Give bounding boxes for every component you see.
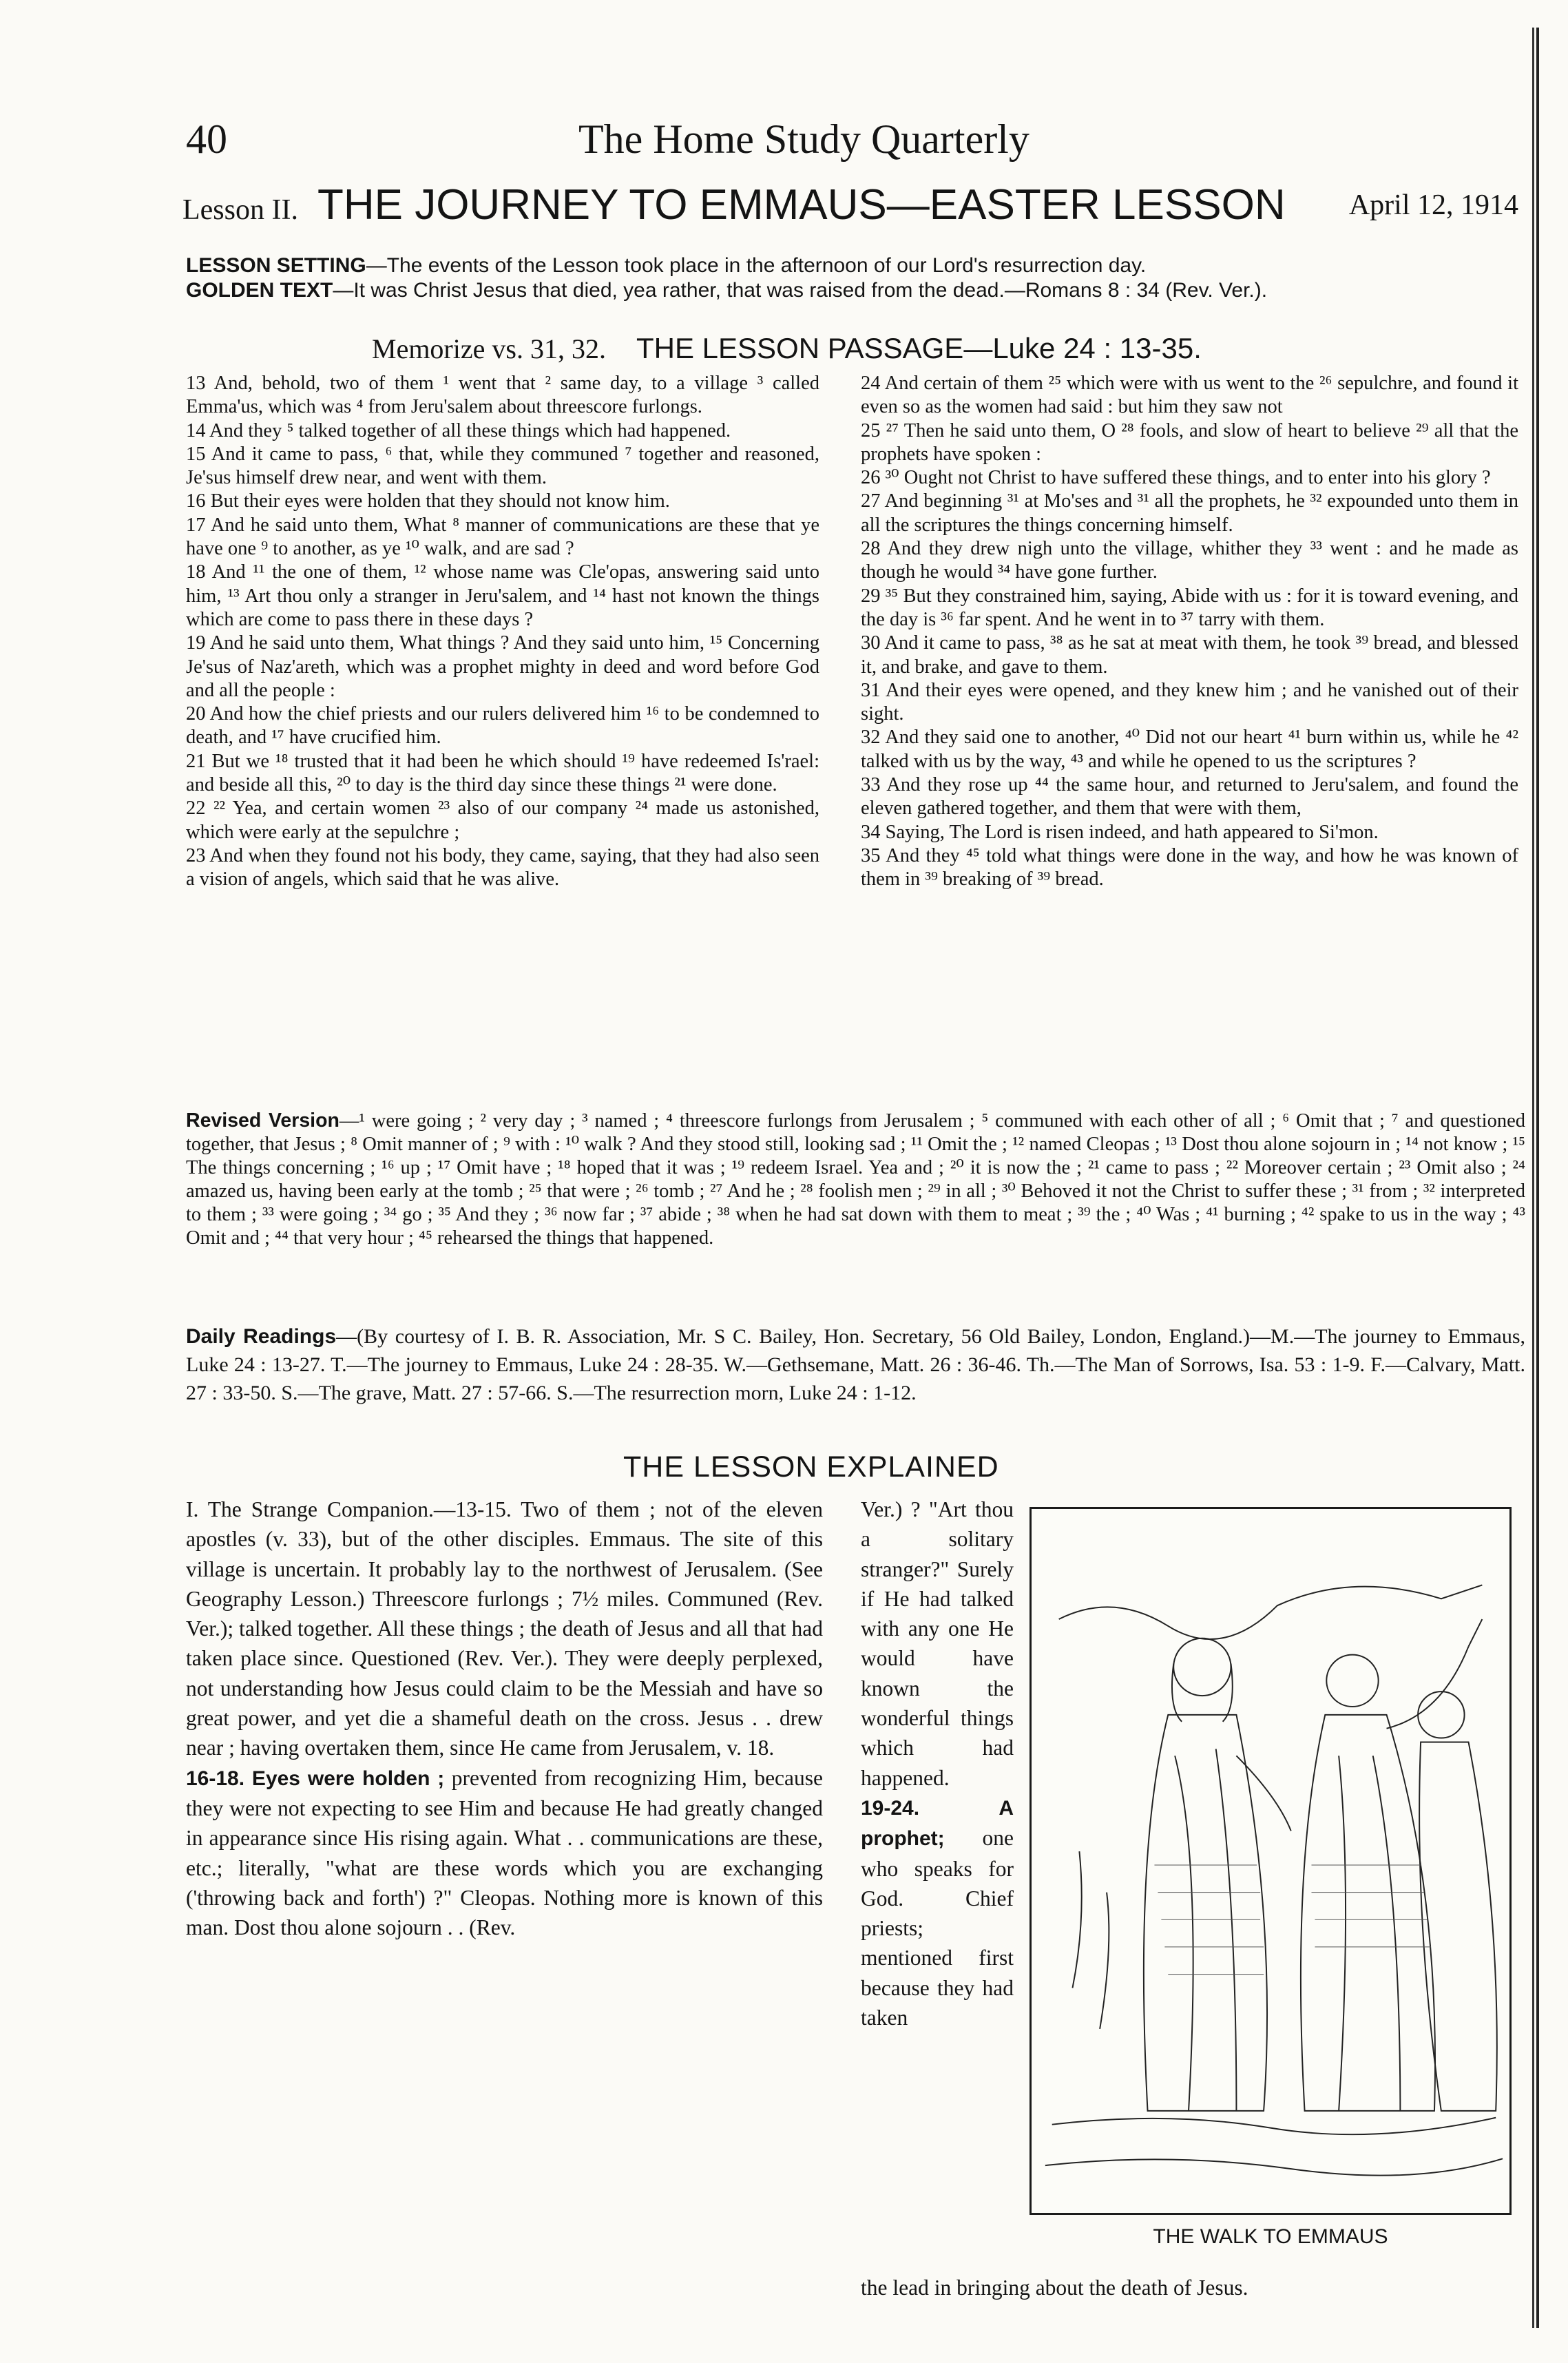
- verse: 20 And how the chief priests and our rulers delivered him ¹⁶ to be condemned to death, and ¹⁷ have crucified him.: [186, 703, 819, 749]
- figure-caption: THE WALK TO EMMAUS: [1153, 2225, 1388, 2248]
- daily-readings: [186, 1322, 1525, 1407]
- verse: 34 Saying, The Lord is risen indeed, and hath appeared to Si'mon.: [861, 821, 1379, 843]
- explanation-lead: 16-18. Eyes were holden ;: [186, 1767, 445, 1790]
- verse: 26 ³⁰ Ought not Christ to have suffered these things, and to enter into his glory ?: [861, 467, 1491, 489]
- page-edge-binding: [1532, 28, 1542, 2328]
- passage-column-right: [861, 372, 1518, 892]
- passage-column-left: [186, 372, 819, 892]
- page-number: 40: [186, 116, 227, 162]
- explanation-bottom-line: the lead in bringing about the death of Jesus.: [861, 2276, 1248, 2300]
- explanation-text: Ver.) ? "Art thou a solitary stranger?" Surely if He had talked with any one He would have known the wonderful things which had happened.: [861, 1497, 1014, 1790]
- verse: 13 And, behold, two of them ¹ went that ² same day, to a village ³ called Emma'us, which was ⁴ from Jeru'salem about threescore furlongs.: [186, 373, 819, 418]
- revised-version-label: Revised Version: [186, 1110, 339, 1132]
- revised-version-text: —¹ were going ; ² very day ; ³ named ; ⁴ threescore furlongs from Jerusalem ; ⁵ communed with each other of all ; ⁶ Omit that ; ⁷ and questioned together, that Jesus ; ⁸ Omit manner of ; ⁹ with : ¹⁰ walk ? And they stood still, looking sad ; ¹¹ Omit the ; ¹² named Cleopas ; ¹³ Dost thou alone sojourn in ; ¹⁴ not know ; ¹⁵ The things concerning ; ¹⁶ up ; ¹⁷ Omit have ; ¹⁸ hoped that it was ; ¹⁹ redeem Israel. Yea and ; ²⁰ it is now the ; ²¹ came to pass ; ²² Moreover certain ; ²³ Omit also ; ²⁴ amazed us, having been early at the tomb ; ²⁵ that were ; ²⁶ tomb ; ²⁷ And he ; ²⁸ foolish men ; ²⁹ in all ; ³⁰ Behoved it not the Christ to suffer these ; ³¹ from ; ³² interpreted to them ; ³³ were going ; ³⁴ go ; ³⁵ And they ; ³⁶ now far ; ³⁷ abide ; ³⁸ when he had sat down with them to meat ; ³⁹ the ; ⁴⁰ Was ; ⁴¹ burning ; ⁴² spake to us in the way ; ⁴³ Omit and ; ⁴⁴ that very hour ; ⁴⁵ rehearsed the things that happened.: [186, 1110, 1525, 1249]
- explanation-paragraph: [186, 1495, 823, 1763]
- lesson-explained-heading: THE LESSON EXPLAINED: [623, 1450, 999, 1484]
- lesson-title: THE JOURNEY TO EMMAUS—EASTER LESSON: [317, 181, 1286, 229]
- lesson-date: April 12, 1914: [1348, 189, 1518, 221]
- lesson-number: Lesson II.: [182, 194, 298, 226]
- golden-text-label: GOLDEN TEXT: [186, 279, 333, 302]
- explanation-text: Two of them ; not of the eleven apostles (v. 33), but of the other disciples. Emmaus. The site of this village is uncertain. It probably lay to the northwest of Jerusalem. (See Geography Lesson.) Threescore furlongs ; 7½ miles. Communed (Rev. Ver.); talked together. All these things ; the death of Jesus and all that had taken place since. Questioned (Rev. Ver.). They were deeply perplexed, not understanding how Jesus could claim to be the Messiah and have so great power, and yet die a shameful death on the cross. Jesus . . drew near ; having overtaken them, since He came from Jerusalem, v. 18.: [186, 1497, 823, 1760]
- explanation-lead: 19-24. A prophet;: [861, 1796, 1014, 1851]
- verse: 29 ³⁵ But they constrained him, saying, Abide with us : for it is toward evening, and the day is ³⁶ far spent. And he went in to ³⁷ tarry with them.: [861, 585, 1518, 630]
- explanation-paragraph: [186, 1763, 823, 1943]
- verse: 24 And certain of them ²⁵ which were with us went to the ²⁶ sepulchre, and found it even so as the women had said : but him they saw not: [861, 373, 1518, 418]
- engraving-image: [1032, 1509, 1509, 2213]
- daily-readings-label: Daily Readings: [186, 1325, 337, 1348]
- verse: 28 And they drew nigh unto the village, whither they ³³ went : and he made as though he would ³⁴ have gone further.: [861, 538, 1518, 583]
- verse: 32 And they said one to another, ⁴⁰ Did not our heart ⁴¹ burn within us, while he ⁴² talked with us by the way, ⁴³ and while he opened to us the scriptures ?: [861, 727, 1518, 772]
- verse: 21 But we ¹⁸ trusted that it had been he which should ¹⁹ have redeemed Is'rael: and beside all this, ²⁰ to day is the third day since these things ²¹ were done.: [186, 750, 819, 796]
- verse: 30 And it came to pass, ³⁸ as he sat at meat with them, he took ³⁹ bread, and blessed it, and brake, and gave to them.: [861, 632, 1518, 678]
- verse: 17 And he said unto them, What ⁸ manner of communications are these that ye have one ⁹ to another, as ye ¹⁰ walk, and are sad ?: [186, 514, 819, 560]
- verse: 31 And their eyes were opened, and they knew him ; and he vanished out of their sight.: [861, 679, 1518, 725]
- explanation-lead: I. The Strange Companion.—13-15.: [186, 1497, 512, 1521]
- passage-heading: THE LESSON PASSAGE—Luke 24 : 13-35.: [636, 332, 1202, 364]
- lesson-header: [182, 180, 1518, 229]
- explanation-column-middle: [861, 1495, 1014, 2032]
- verse: 35 And they ⁴⁵ told what things were done in the way, and how he was known of them in ³⁹ breaking of ³⁹ bread.: [861, 844, 1518, 891]
- daily-readings-text: —(By courtesy of I. B. R. Association, Mr. S C. Bailey, Hon. Secretary, 56 Old Bailey, London, England.)—M.—The journey to Emmaus, Luke 24 : 13-27. T.—The journey to Emmaus, Luke 24 : 28-35. W.—Gethsemane, Matt. 26 : 36-46. Th.—The Man of Sorrows, Isa. 53 : 1-9. F.—Calvary, Matt. 27 : 33-50. S.—The grave, Matt. 27 : 57-66. S.—The resurrection morn, Luke 24 : 1-12.: [186, 1325, 1525, 1404]
- explanation-text: prevented from recognizing Him, because they were not expecting to see Him and because He had greatly changed in appearance since His rising again. What . . communications are these, etc.; literally, "what are these words which you are exchanging ('throwing back and forth') ?" Cleopas. Nothing more is known of this man. Dost thou alone sojourn . . (Rev.: [186, 1765, 824, 1940]
- golden-text: [186, 278, 1467, 303]
- explanation-text: one who speaks for God. Chief priests; mentioned first because they had taken: [861, 1826, 1014, 2030]
- verse: 15 And it came to pass, ⁶ that, while they communed ⁷ together and reasoned, Je'sus himself drew near, and went with them.: [186, 443, 819, 489]
- revised-version-notes: [186, 1109, 1525, 1250]
- lesson-setting-label: LESSON SETTING: [186, 254, 366, 277]
- lesson-setting-text: —The events of the Lesson took place in the afternoon of our Lord's resurrection day.: [366, 254, 1147, 277]
- verse: 25 ²⁷ Then he said unto them, O ²⁸ fools, and slow of heart to believe ²⁹ all that the prophets have spoken :: [861, 419, 1518, 465]
- lesson-setting: [186, 253, 1522, 278]
- explanation-paragraph: [861, 1793, 1014, 2032]
- memorize-verses: Memorize vs. 31, 32.: [372, 333, 606, 364]
- illustration-walk-to-emmaus: [1029, 1507, 1512, 2215]
- memorize-line: [372, 332, 1202, 365]
- verse: 33 And they rose up ⁴⁴ the same hour, and returned to Jeru'salem, and found the eleven gathered together, and them that were with them,: [861, 774, 1518, 820]
- running-title: The Home Study Quarterly: [578, 116, 1029, 162]
- verse: 16 But their eyes were holden that they should not know him.: [186, 490, 670, 512]
- verse: 19 And he said unto them, What things ? And they said unto him, ¹⁵ Concerning Je'sus of Naz'areth, which was a prophet mighty in deed and word before God and all the people :: [186, 632, 819, 701]
- golden-text-body: —It was Christ Jesus that died, yea rather, that was raised from the dead.—Romans 8 : 34 (Rev. Ver.).: [333, 279, 1268, 302]
- explanation-column-left: [186, 1495, 823, 1942]
- verse: 18 And ¹¹ the one of them, ¹² whose name was Cle'opas, answering said unto him, ¹³ Art thou only a stranger in Jeru'salem, and ¹⁴ hast not known the things which are come to pass there in these days ?: [186, 561, 819, 630]
- verse: 27 And beginning ³¹ at Mo'ses and ³¹ all the prophets, he ³² expounded unto them in all the scriptures the things concerning himself.: [861, 490, 1518, 536]
- verse: 14 And they ⁵ talked together of all these things which had happened.: [186, 419, 731, 441]
- verse: 23 And when they found not his body, they came, saying, that they had also seen a vision of angels, which said that he was alive.: [186, 844, 819, 891]
- verse: 22 ²² Yea, and certain women ²³ also of our company ²⁴ made us astonished, which were early at the sepulchre ;: [186, 798, 819, 843]
